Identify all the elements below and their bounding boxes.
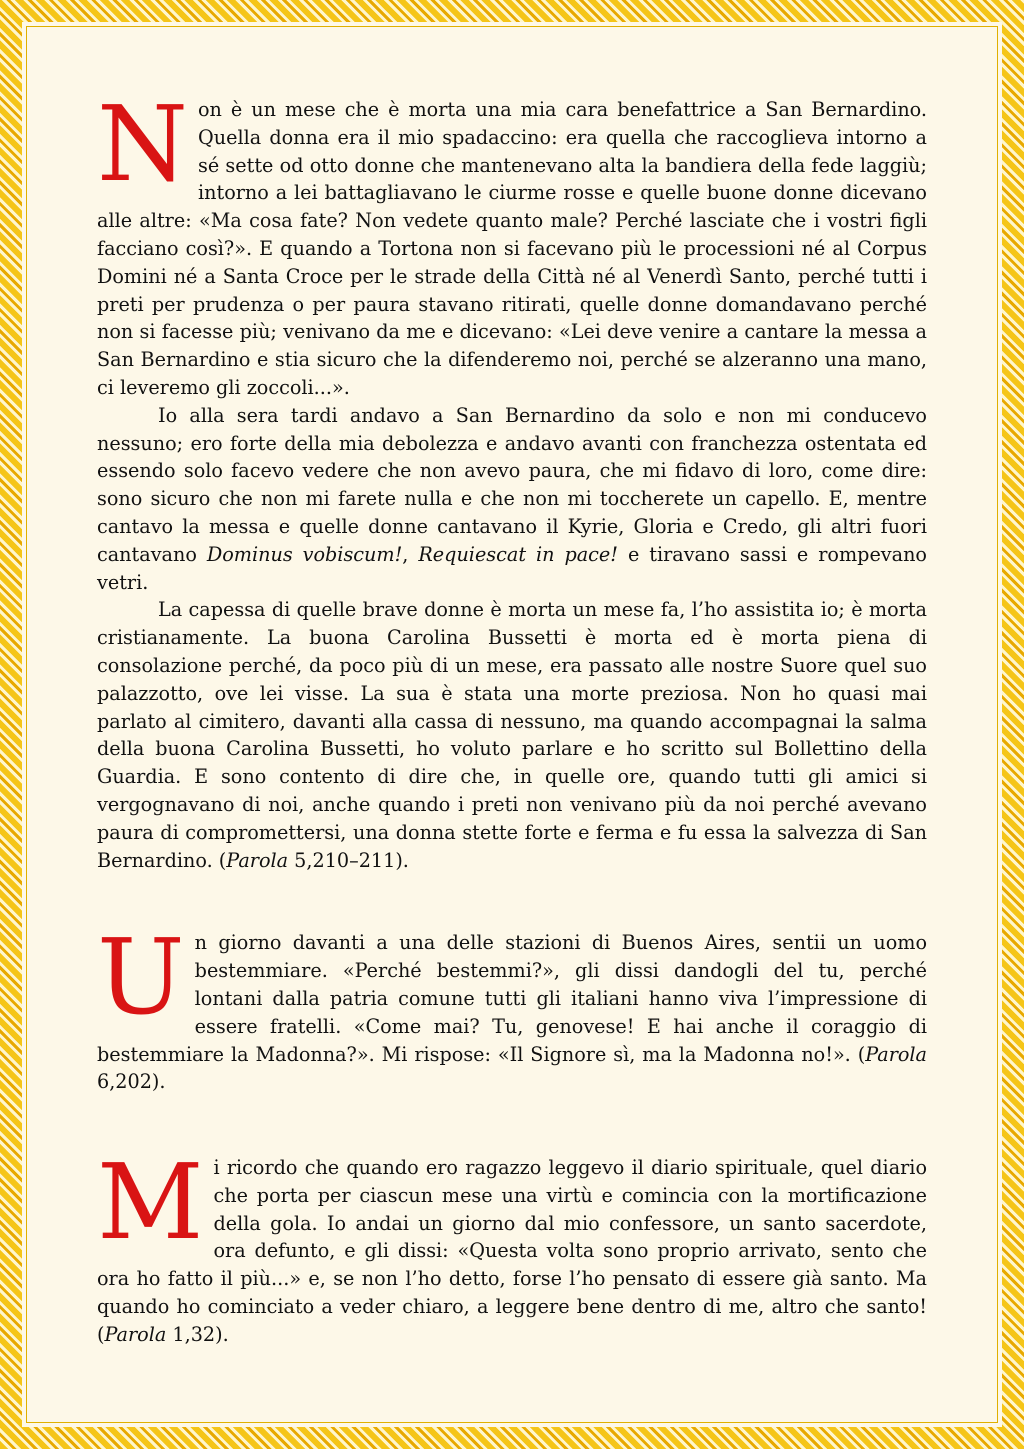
italic-requiescat: Requiescat in pace! (418, 542, 618, 566)
section-2-para: Un giorno davanti a una delle stazioni di Buenos Aires, sentii un uomo bestemmiare. «Perché bestemmi?», gli dissi dandogli del tu, perché lontani dalla patria comune tutti gli italiani hanno viva l’impressione di essere fratelli. «Come mai? Tu, genovese! E hai anche il coraggio di bestemmiare la Madonna?». Mi rispose: «Il Signore sì, ma la Madonna no!». (Parola 6,202). (97, 916, 927, 1094)
section-1-para-1 (97, 83, 927, 402)
dropcap-u: U (97, 916, 185, 1039)
dropcap-n: N (97, 83, 188, 205)
section-3-para: Mi ricordo che quando ero ragazzo leggevo il diario spirituale, quel diario che porta per ciascun mese una virtù e comincia con la mortificazione della gola. Io andai un giorno dal mio confessore, un santo sacerdote, ora defunto, e gli dissi: «Questa volta sono proprio arrivato, sento che ora ho fatto il più...» e, se non l’ho detto, forse l’ho pensato di essere già santo. Ma quando ho cominciato a veder chiaro, a leggere bene dentro di me, altro che santo! (Parola 1,32). (97, 1141, 927, 1346)
citation-parola: Parola (226, 848, 289, 872)
citation-parola: Parola (104, 1322, 167, 1346)
section-gap (97, 874, 927, 929)
dropcap-m: M (97, 1141, 204, 1264)
text-content (97, 83, 927, 1349)
section-1-para-2: Io alla sera tardi andavo a San Bernardino da solo e non mi conducevo nessuno; ero forte della mia debolezza e andavo avanti con franchezza ostentata ed essendo solo facevo vedere che non avevo paura, che mi fidavo di loro, come dire: sono sicuro che non mi farete nulla e che non mi toccherete un capello. E, mentre cantavo la messa e quelle donne cantavano il Kyrie, Gloria e Credo, gli altri fuori cantavano Dominus vobiscum!, Requiescat in pace! e tiravano sassi e rompevano vetri. (97, 403, 927, 594)
italic-dominus: Dominus vobiscum! (206, 542, 403, 566)
section-gap (97, 1096, 927, 1154)
section-1-para-1-text: on è un mese che è morta una mia cara benefattrice a San Bernardino. Quella donna era il mio spadaccino: era quella che raccoglieva intorno a sé sette od otto donne che mantenevano alta la bandiera della fede laggiù; intorno a lei battagliavano le ciurme rosse e quelle buone donne dicevano alle altre: «Ma cosa fate? Non vedete quanto male? Perché lasciate che i vostri figli facciano così?». E quando a Tortona non si facevano più le processioni né al Corpus Domini né a Santa Croce per le strade della Città né al Venerdì Santo, perché tutti i preti per prudenza o per paura stavano ritirati, quelle donne domandavano perché non si facesse più; venivano da me e dicevano: «Lei deve venire a cantare la messa a San Bernardino e stia sicuro che la difenderemo noi, perché se alzeranno una mano, ci leveremo gli zoccoli...». (97, 98, 927, 399)
section-1-para-3: La capessa di quelle brave donne è morta un mese fa, l’ho assistita io; è morta cristianamente. La buona Carolina Bussetti è morta ed è morta piena di consolazione perché, da poco più di un mese, era passato alle nostre Suore quel suo palazzotto, ove lei visse. La sua è stata una morte preziosa. Non ho quasi mai parlato al cimitero, davanti alla cassa di nessuno, ma quando accompagnai la salma della buona Carolina Bussetti, ho voluto parlare e ho scritto sul Bollettino della Guardia. E sono contento di dire che, in quelle ore, quando tutti gli amici si vergognavano di noi, anche quando i preti non venivano più da noi perché avevano paura di compromettersi, una donna stette forte e ferma e fu essa la salvezza di San Bernardino. (Parola 5,210–211). (97, 598, 927, 872)
citation-parola: Parola (865, 1042, 927, 1066)
